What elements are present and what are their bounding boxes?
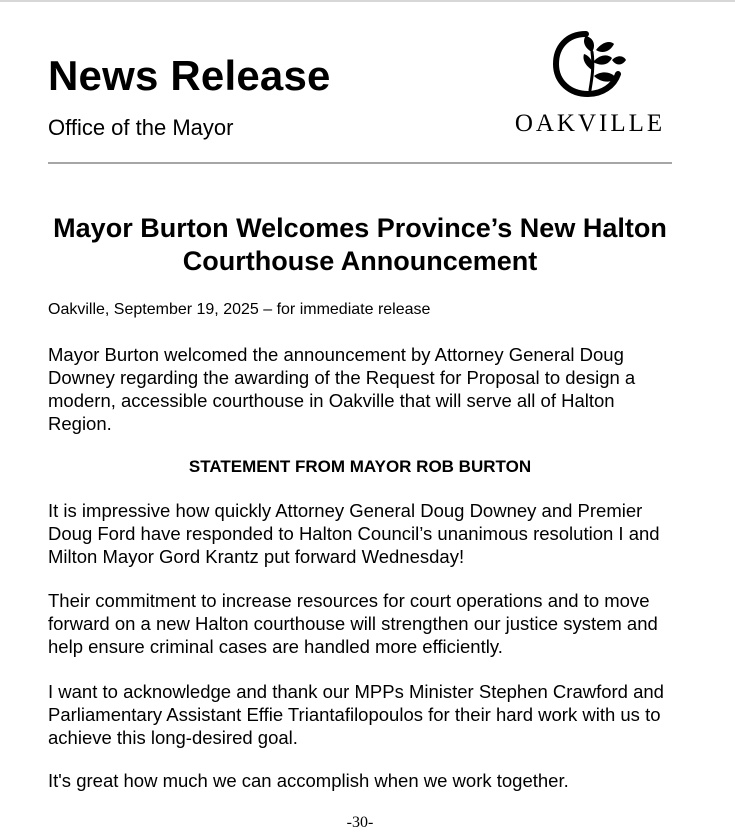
header-divider	[48, 162, 672, 164]
intro-paragraph: Mayor Burton welcomed the announcement by Attorney General Doug Downey regarding the awarding of the Request for Proposal to design a modern, accessible courthouse in Oakville that will serve all of Halton Region.	[48, 344, 636, 434]
statement-paragraph: It is impressive how quickly Attorney General Doug Downey and Premier Doug Ford have responded to Halton Council’s unanimous resolution I and Milton Mayor Gord Krantz put forward Wednesday!	[48, 500, 660, 567]
statement-heading: STATEMENT FROM MAYOR ROB BURTON	[188, 457, 532, 476]
release-title: News Release	[48, 52, 331, 99]
office-subtitle: Office of the Mayor	[48, 115, 234, 140]
dateline: Oakville, September 19, 2025 – for immediate release	[48, 301, 431, 318]
end-marker: -30-	[346, 814, 374, 831]
logo-wordmark: OAKVILLE	[514, 110, 666, 137]
statement-paragraph: It's great how much we can accomplish when we work together.	[48, 770, 569, 791]
statement-paragraph: I want to acknowledge and thank our MPPs Minister Stephen Crawford and Parliamentary Assistant Effie Triantafilopoulos for their hard work with us to achieve this long-desired goal.	[48, 681, 664, 748]
statement-paragraph: Their commitment to increase resources for court operations and to move forward on a new Halton courthouse will strengthen our justice system and help ensure criminal cases are handled more efficiently.	[48, 590, 658, 657]
headline: Mayor Burton Welcomes Province’s New Halton Courthouse Announcement	[53, 213, 667, 276]
town-logo	[508, 30, 672, 140]
oak-leaf-logo-icon	[552, 30, 632, 98]
